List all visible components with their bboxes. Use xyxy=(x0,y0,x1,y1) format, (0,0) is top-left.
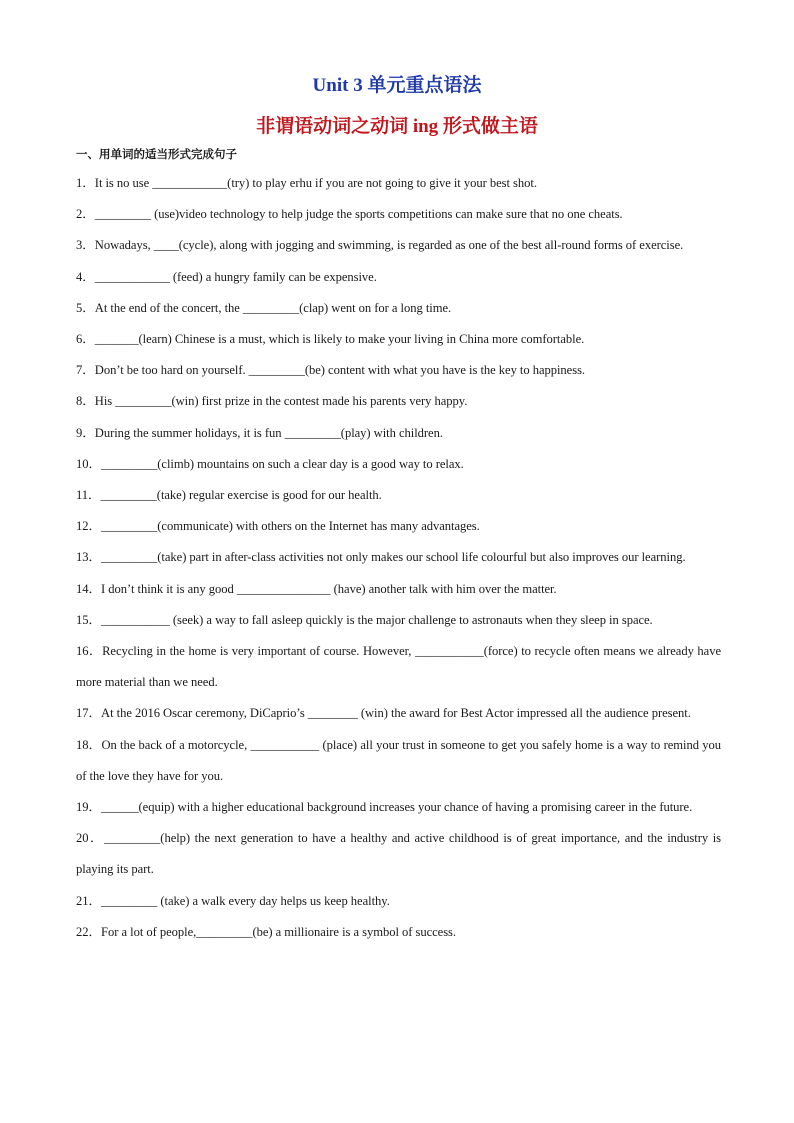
question-number: 5． xyxy=(76,300,95,315)
question-item xyxy=(76,480,721,511)
question-number: 18． xyxy=(76,737,102,752)
question-text: His _________(win) first prize in the contest made his parents very happy. xyxy=(94,394,468,409)
question-text: On the back of a motorcycle, ___________ (place) all your trust in someone to get you safely home is a way to remind you of the love they have for you. xyxy=(76,737,722,783)
question-text: _________(take) part in after-class activities not only makes our school life colourful but also improves our learning. xyxy=(101,550,686,565)
question-number: 13． xyxy=(76,550,102,565)
question-number: 11． xyxy=(76,488,101,503)
question-text: _________(take) regular exercise is good for our health. xyxy=(100,488,382,503)
question-item xyxy=(76,168,721,199)
question-text: At the 2016 Oscar ceremony, DiCaprio’s ________ (win) the award for Best Actor impressed all the audience present. xyxy=(101,706,691,721)
question-item xyxy=(76,886,721,917)
question-number: 22． xyxy=(76,924,102,939)
topic-title: 非谓语动词之动词 ing 形式做主语 xyxy=(256,116,538,137)
question-text: Recycling in the home is very important of course. However, ___________(force) to recycle often means we already have more material than we need. xyxy=(76,644,721,690)
question-number: 6． xyxy=(76,332,95,347)
question-item xyxy=(76,511,721,542)
question-text: _________ (take) a walk every day helps us keep healthy. xyxy=(101,893,390,908)
question-item xyxy=(76,293,721,324)
question-number: 16． xyxy=(76,644,103,659)
question-item xyxy=(76,199,721,230)
question-text: At the end of the concert, the _________(clap) went on for a long time. xyxy=(94,300,452,315)
question-item xyxy=(76,542,721,573)
question-item xyxy=(76,386,721,417)
question-item xyxy=(76,574,721,605)
question-number: 17． xyxy=(76,706,102,721)
question-number: 7． xyxy=(76,363,95,378)
question-number: 9． xyxy=(76,425,95,440)
question-number: 20． xyxy=(76,831,105,846)
question-text: For a lot of people,_________(be) a millionaire is a symbol of success. xyxy=(101,924,456,939)
question-item xyxy=(76,324,721,355)
question-text: _________(climb) mountains on such a clear day is a good way to relax. xyxy=(101,456,464,471)
question-text: During the summer holidays, it is fun _________(play) with children. xyxy=(94,425,443,440)
question-number: 2． xyxy=(76,207,95,222)
question-text: _________(communicate) with others on the Internet has many advantages. xyxy=(101,519,480,534)
question-number: 19． xyxy=(76,800,102,815)
question-text: _________ (use)video technology to help judge the sports competitions can make sure that no one cheats. xyxy=(94,207,623,222)
question-text: Don’t be too hard on yourself. _________(be) content with what you have is the key to happiness. xyxy=(94,363,586,378)
question-number: 4． xyxy=(76,269,95,284)
question-item xyxy=(76,230,721,261)
question-number: 15． xyxy=(76,612,102,627)
question-number: 8． xyxy=(76,394,95,409)
unit-title: Unit 3 单元重点语法 xyxy=(312,75,482,96)
question-text: ____________ (feed) a hungry family can be expensive. xyxy=(94,269,377,284)
question-item xyxy=(76,698,721,729)
section-heading: 一、用单词的适当形式完成句子 xyxy=(76,147,237,161)
question-text: It is no use ____________(try) to play erhu if you are not going to give it your best shot. xyxy=(94,176,537,190)
question-number: 1． xyxy=(76,176,95,190)
question-number: 21． xyxy=(76,893,102,908)
question-text: I don’t think it is any good _______________ (have) another talk with him over the matter. xyxy=(101,581,557,596)
question-text: _______(learn) Chinese is a must, which is likely to make your living in China more comfortable. xyxy=(94,332,585,347)
question-item xyxy=(76,730,721,792)
question-item xyxy=(76,418,721,449)
question-text: ______(equip) with a higher educational background increases your chance of having a promising career in the future. xyxy=(101,800,693,815)
question-item xyxy=(76,917,721,948)
question-item xyxy=(76,823,721,885)
question-item xyxy=(76,605,721,636)
question-text: _________(help) the next generation to have a healthy and active childhood is of great importance, and the industry is playing its part. xyxy=(76,831,721,877)
question-number: 14． xyxy=(76,581,102,596)
question-item xyxy=(76,636,721,698)
question-text: Nowadays, ____(cycle), along with jogging and swimming, is regarded as one of the best all-round forms of exercise. xyxy=(94,238,684,253)
question-list xyxy=(76,168,721,948)
question-item xyxy=(76,449,721,480)
question-item xyxy=(76,262,721,293)
question-number: 3． xyxy=(76,238,95,253)
question-text: ___________ (seek) a way to fall asleep quickly is the major challenge to astronauts when they sleep in space. xyxy=(101,612,653,627)
question-item xyxy=(76,355,721,386)
question-item xyxy=(76,792,721,823)
question-number: 12． xyxy=(76,519,102,534)
question-number: 10． xyxy=(76,456,102,471)
